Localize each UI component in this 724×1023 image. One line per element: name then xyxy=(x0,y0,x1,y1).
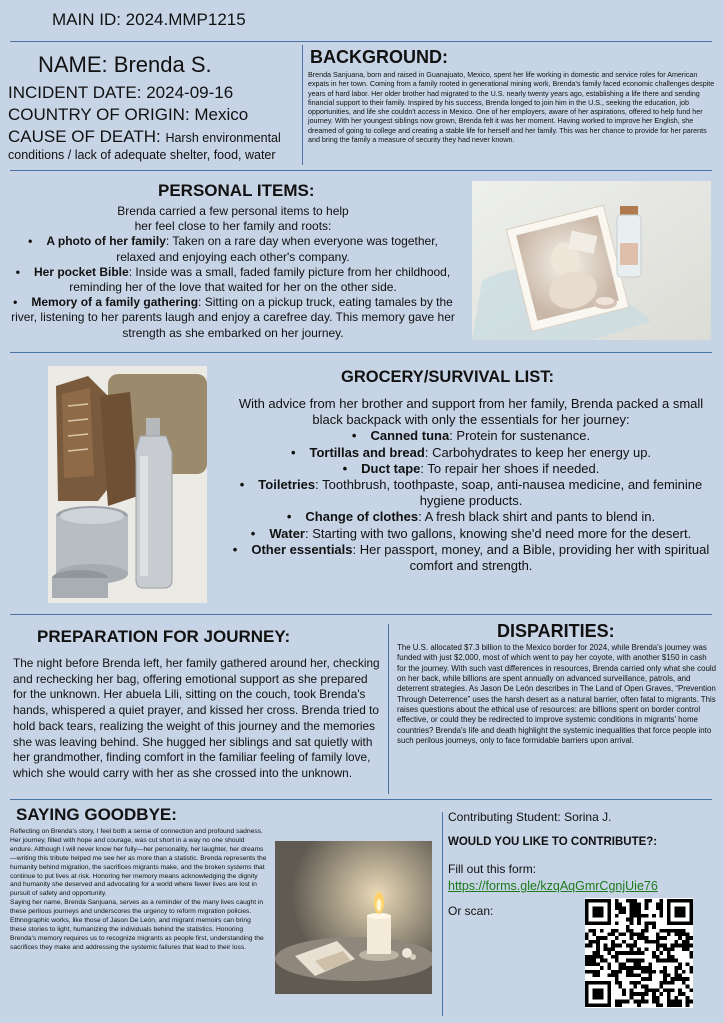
goodbye-paragraph-1: Reflecting on Brenda's story, I feel both a sense of connection and profound sadness. Her journey, filled with hope and courage, was cut short in a way no one should endure. Although I will never know her fully—her personality, her laughter, her dreams—writing this tribute helped me see her as more than a statistic. Brenda represents the humanity behind migration, the sacrifices migrants make, and the broken systems that continue to put lives at risk. Honoring her memory means acknowledging the dignity and humanity she deserved and advocating for a world where fewer lives are lost in pursuit of safety and opportunity. xyxy=(10,828,267,898)
item-text: : Inside was a small, faded family picture from her childhood, reminding her of the love that waited for her on the other side. xyxy=(69,264,451,295)
candle-illustration xyxy=(275,841,432,994)
cause-value-1: Harsh environmental xyxy=(165,131,281,145)
item-text: : A fresh black shirt and pants to blend in. xyxy=(418,509,656,525)
country-of-origin: COUNTRY OF ORIGIN: Mexico xyxy=(8,105,249,124)
background-text: Brenda Sanjuana, born and raised in Guanajuato, Mexico, spent her life working in domestic and service roles for American expats in her town. Coming from a family rooted in generational mining work, Brenda's family faced economic challenges despite years of hard labor. Her older brother had migrated to the U.S. nearly twenty years ago, establishing a life there and sending financial support to their family. Inspired by his success, Brenda longed to join him in the U.S., seeking the education, job opportunities, and life she couldn't access in Mexico. One of her employers, aware of her aspirations, offered to help fund her journey. With her youngest siblings now grown, Brenda felt it was her moment. Having worked to improve her English, she dreamed of going to college and creating a stable life for herself and her family. This was her chance to provide for her parents and bring the family a measure of security they had never known. xyxy=(308,71,715,145)
grocery-intro: With advice from her brother and support from her family, Brenda packed a small black backpack with only the essentials for her journey: xyxy=(238,396,704,428)
item-text: : To repair her shoes if needed. xyxy=(420,460,600,476)
cause-value-2: conditions / lack of adequate shelter, food, water xyxy=(8,148,276,162)
divider-after-personal xyxy=(10,352,712,353)
divider-top xyxy=(10,41,712,42)
personal-items-intro-1: Brenda carried a few personal items to help xyxy=(117,204,349,218)
preparation-title: PREPARATION FOR JOURNEY: xyxy=(37,627,291,646)
background-title: BACKGROUND: xyxy=(310,47,448,67)
list-item: • Memory of a family gathering: Sitting on a pickup truck, eating tamales by the river, listening to her parents laugh and enjoy a carefree day. This memory gave her strength as she embarked on her journey. xyxy=(11,295,455,340)
main-id: MAIN ID: 2024.MMP1215 xyxy=(52,10,246,29)
item-label: Duct tape xyxy=(361,460,421,476)
contributing-student: Contributing Student: Sorina J. xyxy=(448,810,612,824)
form-label: Fill out this form: xyxy=(448,862,537,876)
cause-label: CAUSE OF DEATH: xyxy=(8,127,161,146)
divider-middle-vertical xyxy=(388,624,389,794)
list-item: • Canned tuna: Protein for sustenance. xyxy=(351,428,591,444)
divider-after-middle xyxy=(10,799,712,800)
goodbye-title: SAYING GOODBYE: xyxy=(16,805,177,824)
incident-date: INCIDENT DATE: 2024-09-16 xyxy=(8,83,234,102)
grocery-title: GROCERY/SURVIVAL LIST: xyxy=(341,368,555,386)
divider-bottom-vertical xyxy=(442,812,443,1016)
item-label: Change of clothes xyxy=(305,509,419,525)
item-text: : Toothbrush, toothpaste, soap, anti-nausea medicine, and feminine hygiene products. xyxy=(315,477,703,509)
item-label: Her pocket Bible xyxy=(34,264,129,279)
item-label: Water xyxy=(269,525,305,541)
goodbye-text xyxy=(10,828,268,953)
list-item: • Other essentials: Her passport, money, and a Bible, providing her with spiritual comfort and strength. xyxy=(232,541,710,574)
item-label: Other essentials xyxy=(251,541,353,557)
personal-items-intro-2: her feel close to her family and roots: xyxy=(134,219,332,234)
list-item: • Tortillas and bread: Carbohydrates to keep her energy up. xyxy=(290,444,652,460)
scan-label: Or scan: xyxy=(448,904,494,918)
person-name: NAME: Brenda S. xyxy=(38,52,212,77)
item-text: : Protein for sustenance. xyxy=(449,428,591,444)
list-item: • A photo of her family: Taken on a rare day when everyone was together, relaxed and enjoying each other's company. xyxy=(28,234,438,264)
item-label: Memory of a family gathering xyxy=(31,295,199,310)
list-item: • Duct tape: To repair her shoes if needed. xyxy=(342,460,600,476)
personal-items-illustration xyxy=(472,181,711,340)
qr-code-graphic xyxy=(585,898,693,1008)
list-item: • Toiletries: Toothbrush, toothpaste, soap, anti-nausea medicine, and feminine hygiene products. xyxy=(239,477,703,509)
divider-after-grocery xyxy=(10,614,712,615)
list-item: • Her pocket Bible: Inside was a small, faded family picture from her childhood, reminding her of the love that waited for her on the other side. xyxy=(15,264,451,295)
item-text: : Taken on a rare day when everyone was together, relaxed and enjoying each other's company. xyxy=(116,234,438,264)
item-label: A photo of her family xyxy=(46,234,166,249)
preparation-text: The night before Brenda left, her family gathered around her, checking and rechecking her bag, offering emotional support as she prepared for the unknown. Her abuela Lili, sitting on the couch, took Brenda's hands, whispered a quiet prayer, and kissed her cross. Brenda tried to hold back tears, realizing the weight of this journey and the memories she was leaving behind. She hugged her siblings and sat quietly with her grandmother, finding comfort in the familiar feeling of family love, which she would carry with her as she crossed into the unknown. xyxy=(13,656,380,780)
item-label: Canned tuna xyxy=(370,428,450,444)
form-link[interactable]: https://forms.gle/kzqAqGmrCgnjUie76 xyxy=(448,879,658,893)
grocery-list xyxy=(228,396,714,574)
personal-items-title: PERSONAL ITEMS: xyxy=(158,181,315,200)
item-text: : Sitting on a pickup truck, eating tamales by the river, listening to her parents laugh and enjoy a carefree day. This memory gave her strength as she embarked on her journey. xyxy=(11,295,455,340)
cause-of-death xyxy=(8,127,281,147)
divider-header-vertical xyxy=(302,45,303,165)
personal-items-list xyxy=(8,204,458,341)
item-text: : Carbohydrates to keep her energy up. xyxy=(424,444,652,460)
goodbye-paragraph-2: Saying her name, Brenda Sanjuana, serves as a reminder of the many lives caught in these perilous journeys and underscores the urgency to reform migration policies. Ethnographic works, like those of Jason De León, and migrant memoirs can bring these stories to light, humanizing the individuals behind the statistics. Honoring Brenda's memory requires us to recognize migrants as people first, understanding the sacrifices they make and addressing the systemic failures that lead to their loss. xyxy=(10,899,264,951)
item-label: Toiletries xyxy=(258,477,316,493)
disparities-title: DISPARITIES: xyxy=(497,621,615,641)
divider-after-header xyxy=(10,170,712,171)
item-text: : Starting with two gallons, knowing she'd need more for the desert. xyxy=(305,525,692,541)
item-label: Tortillas and bread xyxy=(309,444,425,460)
contribute-question: WOULD YOU LIKE TO CONTRIBUTE?: xyxy=(448,836,658,848)
survival-items-illustration xyxy=(48,366,207,603)
item-text: : Her passport, money, and a Bible, providing her with spiritual comfort and strength. xyxy=(352,541,710,574)
qr-code[interactable] xyxy=(585,898,693,1008)
disparities-text: The U.S. allocated $7.3 billion to the Mexico border for 2024, while Brenda's journey was funded with just $2,000, most of which went to pay her coyote, with another $150 in cash for the journey. With such vast differences in resources, Brenda carried only what she could on her back, while billions are spent annually on advanced surveillance, patrols, and deterrent strategies. As Jason De León describes in The Land of Open Graves, “Prevention Through Deterrence” uses the harsh desert as a natural barrier, often fatal to migrants. This raises questions about the ethical use of resources: are billions spent on border control effective, or could they be redirected to improve systemic conditions in migrants' home countries? Brenda's life and death highlight the systemic inequalities that force people into such perilous journeys, only to face formidable barriers upon arrival. xyxy=(397,643,716,746)
list-item: • Water: Starting with two gallons, knowing she'd need more for the desert. xyxy=(250,525,692,541)
list-item: • Change of clothes: A fresh black shirt and pants to blend in. xyxy=(286,509,656,525)
